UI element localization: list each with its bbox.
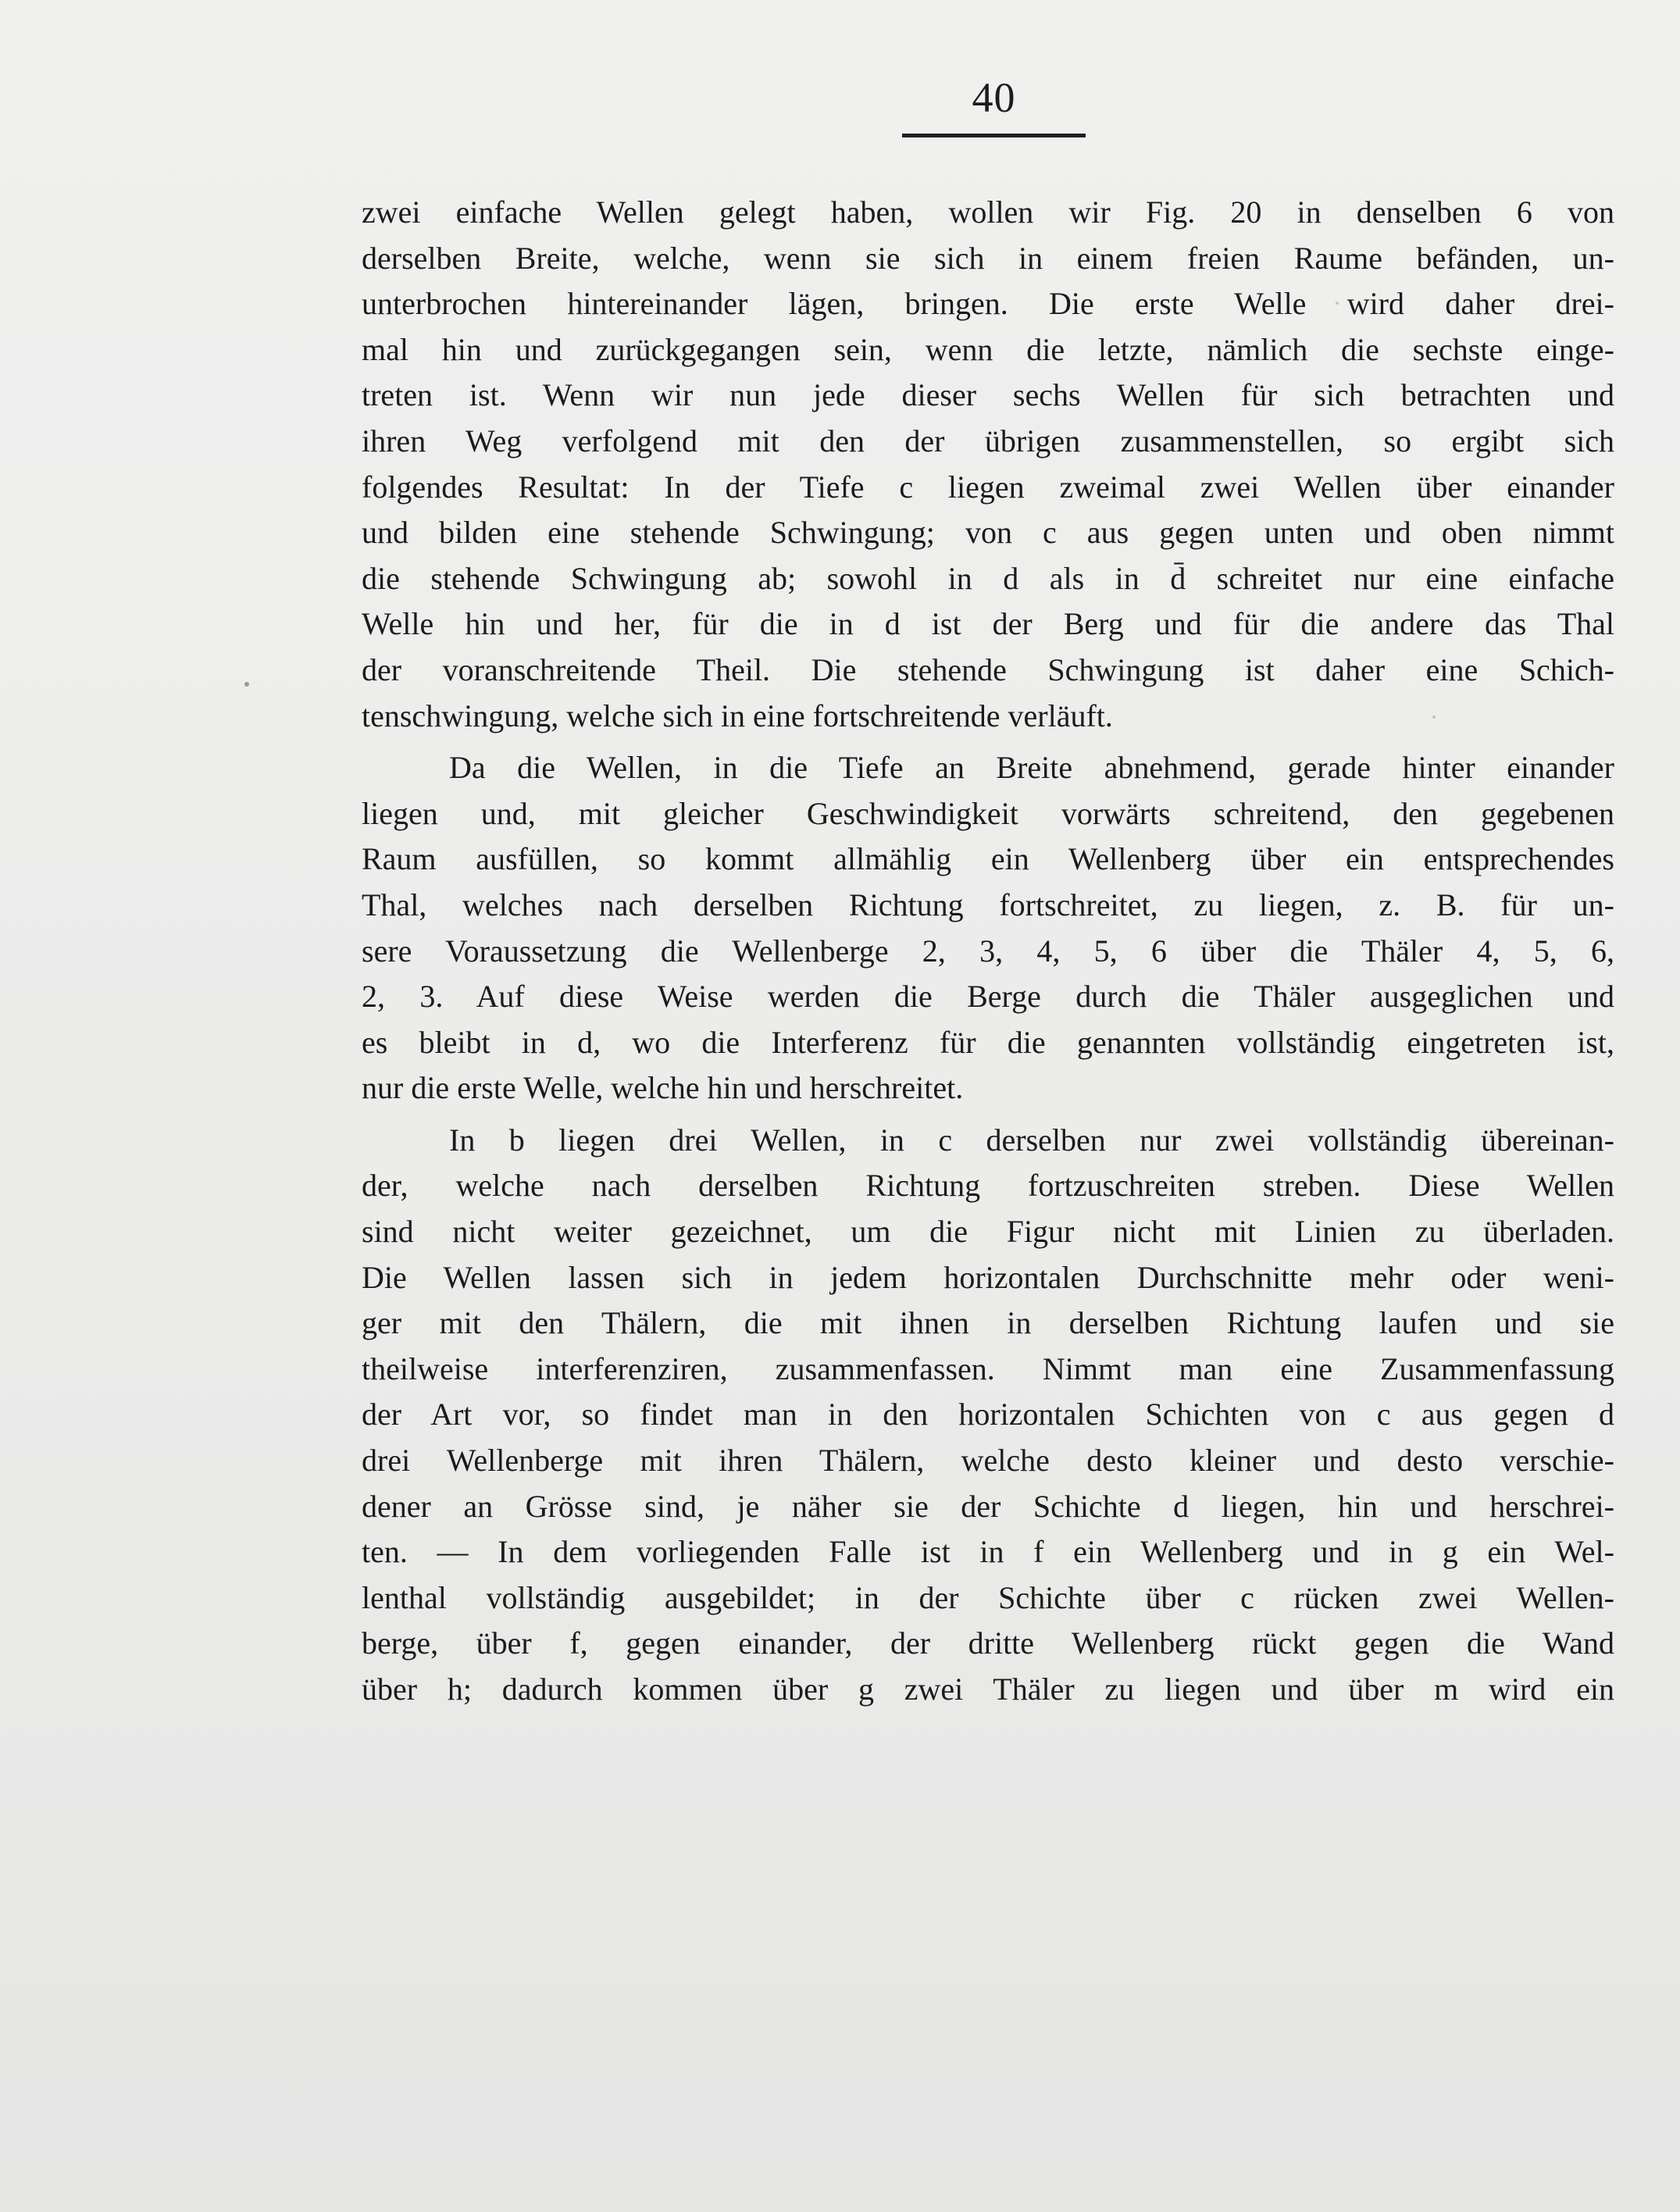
text-line: 2, 3. Auf diese Weise werden die Berge durch die Thäler ausgeglichen und bbox=[362, 979, 1614, 1015]
text-line: folgendes Resultat: In der Tiefe c liegen zweimal zwei Wellen über einander bbox=[362, 469, 1614, 505]
page-number-rule bbox=[902, 134, 1086, 137]
paragraph bbox=[362, 745, 1614, 1111]
text-line: Da die Wellen, in die Tiefe an Breite abnehmend, gerade hinter einander bbox=[449, 750, 1614, 786]
paragraph bbox=[362, 190, 1614, 739]
text-line: In b liegen drei Wellen, in c derselben nur zwei vollständig übereinan- bbox=[449, 1122, 1614, 1158]
text-line: dener an Grösse sind, je näher sie der Schichte d liegen, hin und herschrei- bbox=[362, 1488, 1614, 1524]
text-line: Thal, welches nach derselben Richtung fortschreitet, zu liegen, z. B. für un- bbox=[362, 887, 1614, 922]
text-line: der voranschreitende Theil. Die stehende Schwingung ist daher eine Schich- bbox=[362, 651, 1614, 687]
text-line: liegen und, mit gleicher Geschwindigkeit vorwärts schreitend, den gegebenen bbox=[362, 795, 1614, 831]
text-line: Raum ausfüllen, so kommt allmählig ein Wellenberg über ein entsprechendes bbox=[362, 841, 1614, 877]
text-line: sind nicht weiter gezeichnet, um die Figur nicht mit Linien zu überladen. bbox=[362, 1214, 1614, 1250]
text-line: drei Wellenberge mit ihren Thälern, welche desto kleiner und desto verschie- bbox=[362, 1443, 1614, 1479]
text-line: zwei einfache Wellen gelegt haben, wollen wir Fig. 20 in denselben 6 von bbox=[362, 194, 1614, 230]
text-line: nur die erste Welle, welche hin und herschreitet. bbox=[362, 1070, 964, 1106]
text-line: ten. — In dem vorliegenden Falle ist in f ein Wellenberg und in g ein Wel- bbox=[362, 1534, 1614, 1570]
text-line: und bilden eine stehende Schwingung; von c aus gegen unten und oben nimmt bbox=[362, 515, 1614, 551]
text-line: lenthal vollständig ausgebildet; in der Schichte über c rücken zwei Wellen- bbox=[362, 1579, 1614, 1615]
page-number: 40 bbox=[972, 74, 1016, 121]
text-line: Welle hin und her, für die in d ist der Berg und für die andere das Thal bbox=[362, 606, 1614, 642]
text-line: Die Wellen lassen sich in jedem horizontalen Durchschnitte mehr oder weni- bbox=[362, 1259, 1614, 1295]
text-line: theilweise interferenziren, zusammenfassen. Nimmt man eine Zusammenfassung bbox=[362, 1350, 1614, 1386]
text-line: der Art vor, so findet man in den horizontalen Schichten von c aus gegen d bbox=[362, 1397, 1614, 1432]
text-line: derselben Breite, welche, wenn sie sich in einem freien Raume befänden, un- bbox=[362, 240, 1614, 276]
text-line: treten ist. Wenn wir nun jede dieser sechs Wellen für sich betrachten und bbox=[362, 377, 1614, 413]
paragraph bbox=[362, 1118, 1614, 1713]
text-line: berge, über f, gegen einander, der dritte Wellenberg rückt gegen die Wand bbox=[362, 1625, 1614, 1661]
body-text bbox=[362, 190, 1614, 1713]
text-line: tenschwingung, welche sich in eine fortschreitende verläuft. bbox=[362, 697, 1113, 733]
text-line: ihren Weg verfolgend mit den der übrigen zusammenstellen, so ergibt sich bbox=[362, 423, 1614, 458]
text-line: ger mit den Thälern, die mit ihnen in derselben Richtung laufen und sie bbox=[362, 1305, 1614, 1341]
text-line: sere Voraussetzung die Wellenberge 2, 3, 4, 5, 6 über die Thäler 4, 5, 6, bbox=[362, 933, 1614, 969]
text-line: über h; dadurch kommen über g zwei Thäler zu liegen und über m wird ein bbox=[362, 1671, 1614, 1707]
text-line: mal hin und zurückgegangen sein, wenn die letzte, nämlich die sechste einge- bbox=[362, 331, 1614, 367]
page-number-container bbox=[902, 74, 1086, 121]
text-line: die stehende Schwingung ab; sowohl in d als in d̄ schreitet nur eine einfache bbox=[362, 560, 1614, 596]
text-line: unterbrochen hintereinander lägen, bringen. Die erste Welle wird daher drei- bbox=[362, 286, 1614, 322]
text-line: der, welche nach derselben Richtung fortzuschreiten streben. Diese Wellen bbox=[362, 1168, 1614, 1204]
text-line: es bleibt in d, wo die Interferenz für die genannten vollständig eingetreten ist, bbox=[362, 1024, 1614, 1060]
